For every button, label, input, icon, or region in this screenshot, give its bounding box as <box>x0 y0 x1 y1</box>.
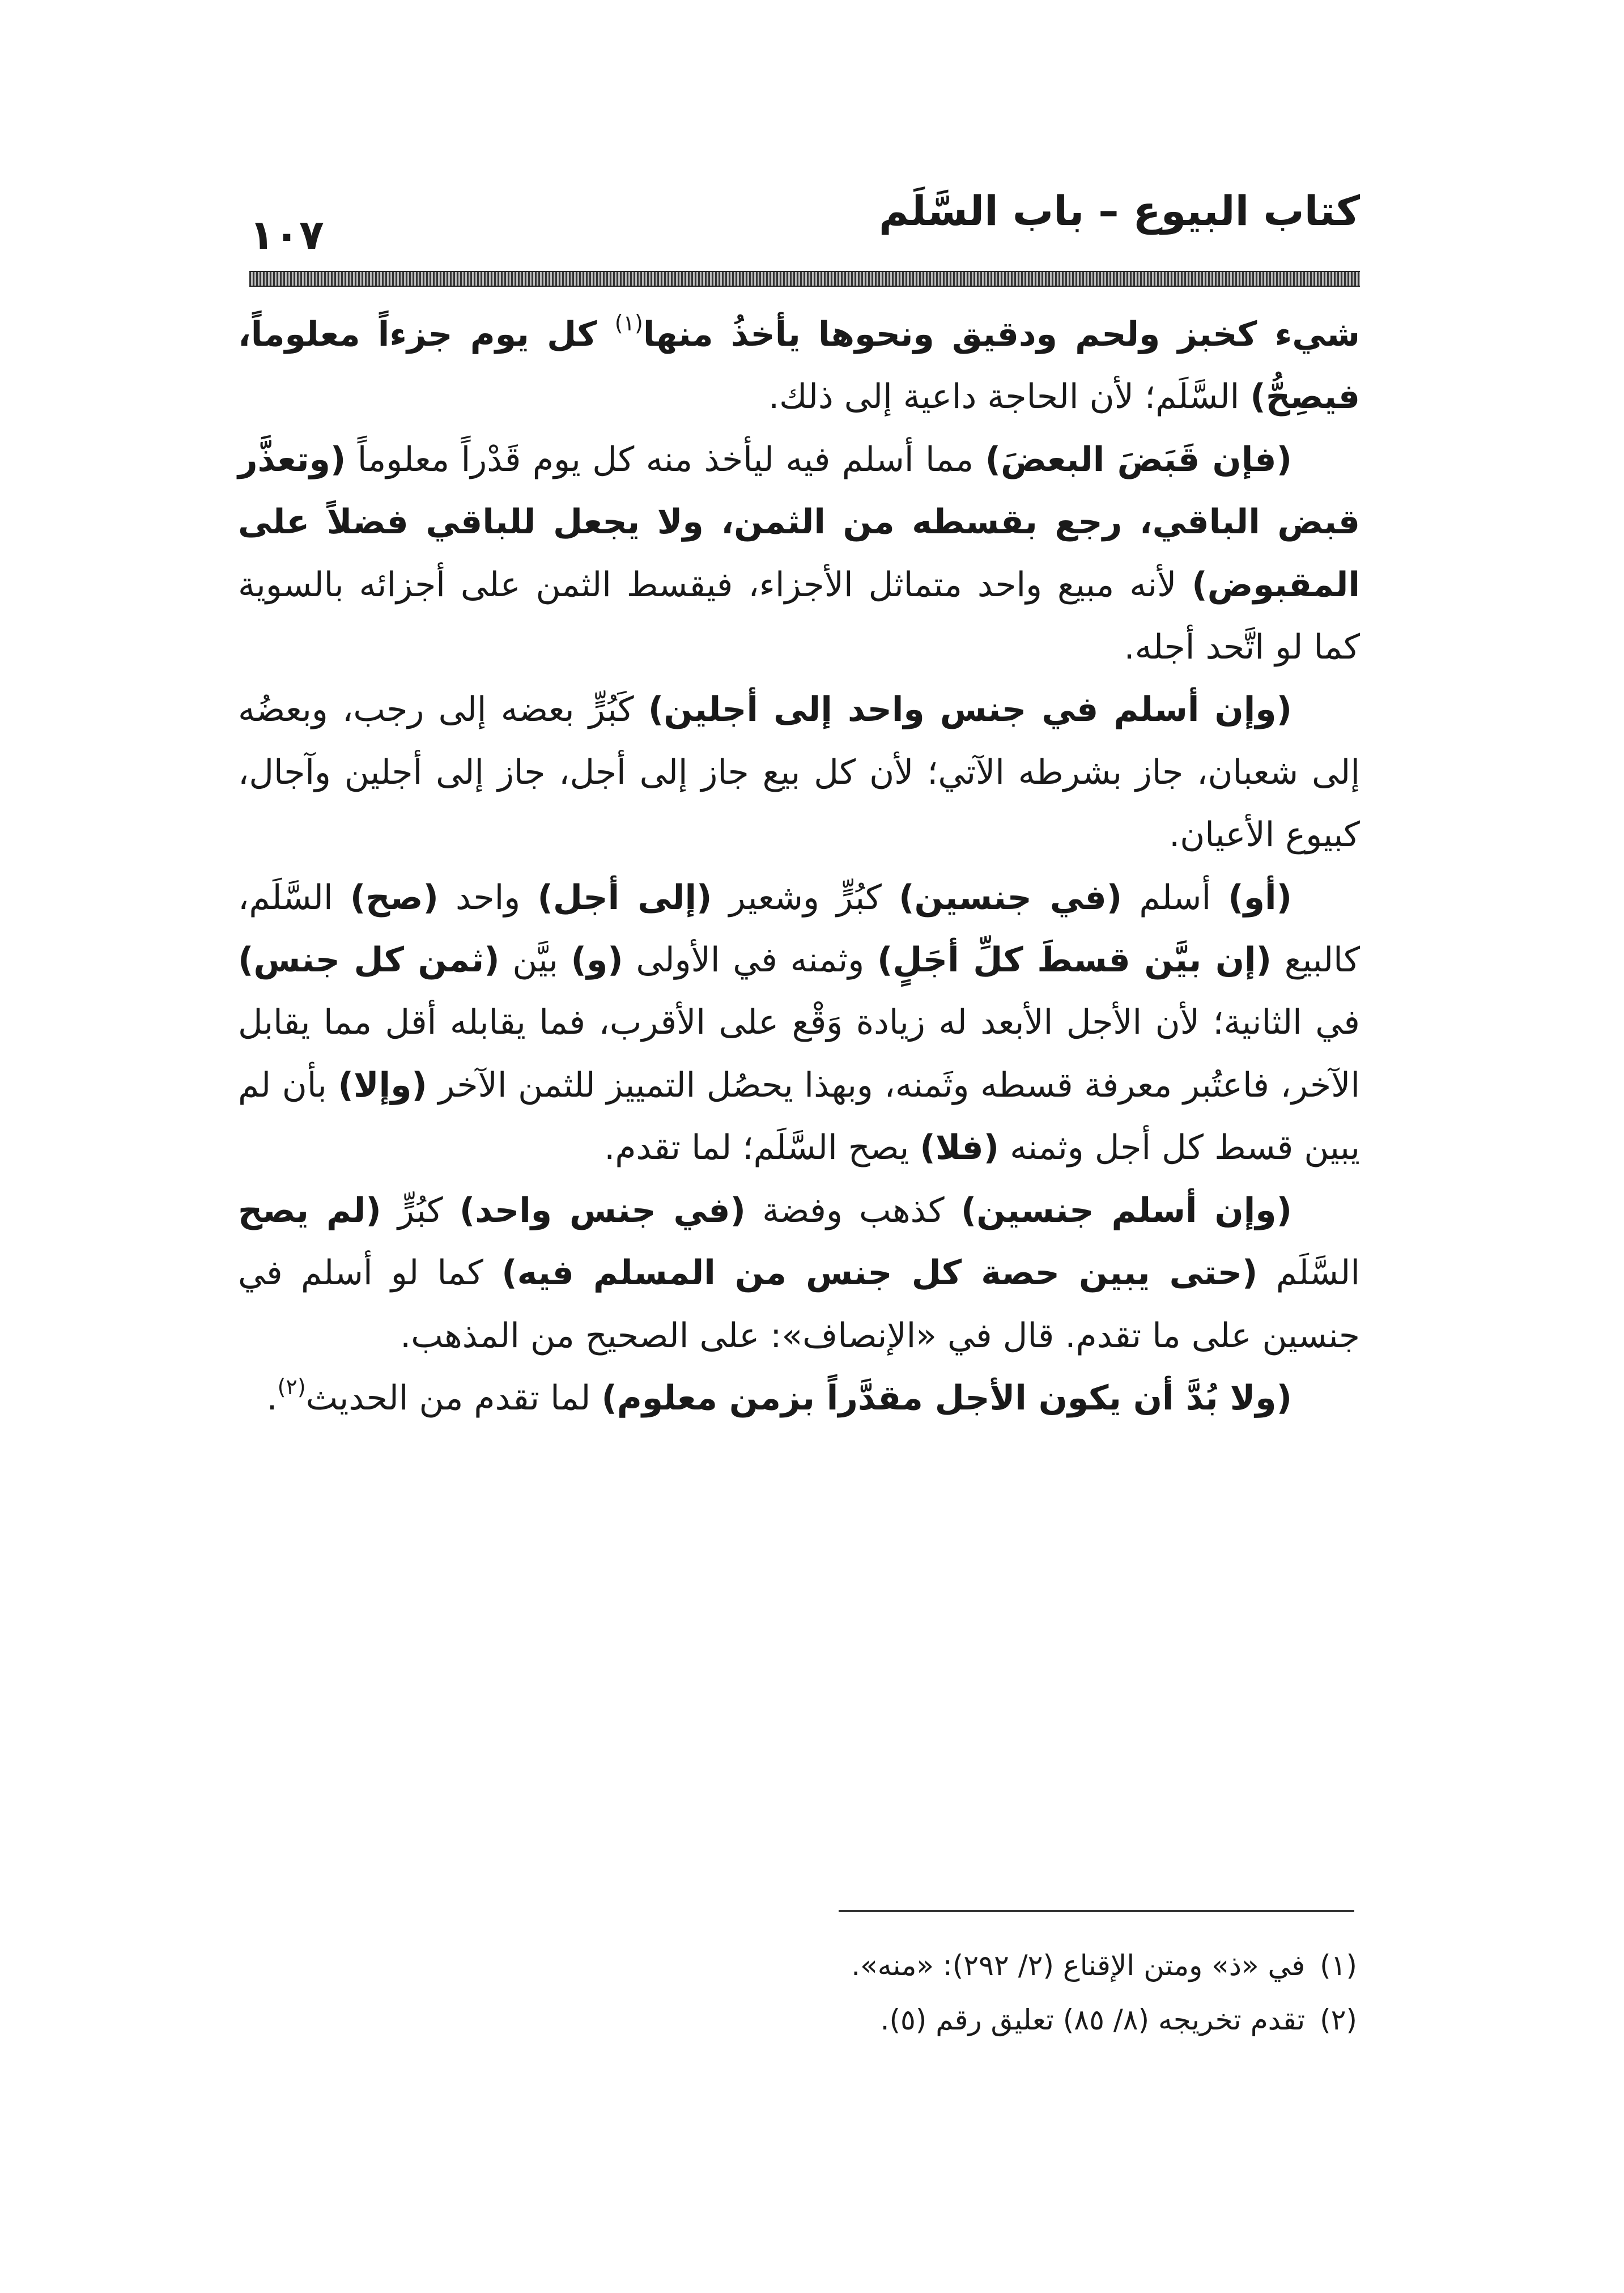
main-text <box>238 303 1360 1429</box>
sharh-text: كذهب وفضة <box>745 1190 961 1230</box>
sharh-text: كَبُرٍّ بعضه إلى رجب، وبعضُه إلى شعبان، جاز بشرطه الآتي؛ لأن كل بيع جاز إلى أجل، جاز إلى أجلين وآجال، كبيوع الأعيان. <box>238 690 1360 855</box>
sharh-text: السَّلَم، كالبيع <box>238 877 1361 980</box>
footnote-divider <box>839 1910 1354 1912</box>
sharh-text: السَّلَم <box>1257 1253 1361 1293</box>
sharh-text: كبُرٍّ <box>381 1190 460 1230</box>
sharh-text: وثمنه في الأولى <box>623 940 877 980</box>
matn-text: (في جنسين) <box>899 877 1123 918</box>
paragraph <box>238 1179 1360 1367</box>
footnotes <box>249 1938 1357 2047</box>
footnote-number: (٢) <box>1320 2003 1357 2036</box>
sharh-text: بيَّن <box>499 940 571 980</box>
matn-text: (في جنس واحد) <box>459 1190 746 1230</box>
matn-text: (إلى أجل) <box>537 877 712 918</box>
matn-text: (فلا) <box>920 1128 1000 1168</box>
matn-text: (ولا بُدَّ أن يكون الأجل مقدَّراً بزمن معلوم) <box>601 1378 1292 1418</box>
footnote-text: في «ذ» ومتن الإقناع (٢/ ٢٩٢): «منه». <box>851 1949 1306 1982</box>
paragraph <box>238 428 1360 679</box>
running-title: كتاب البيوع – باب السَّلَم <box>879 187 1360 235</box>
page-header <box>249 187 1360 261</box>
matn-text: شيء كخبز ولحم ودقيق ونحوها يأخذُ منها <box>643 315 1361 354</box>
footnote-number: (١) <box>1320 1949 1357 1982</box>
footnote-marker: (٢) <box>277 1374 306 1399</box>
paragraph <box>238 303 1360 428</box>
page-number: ١٠٧ <box>249 211 324 258</box>
sharh-text: في الثانية؛ لأن الأجل الأبعد له زيادة وَقْع على الأقرب، فما يقابله أقل مما يقابل الآخر، فاعتُبر معرفة قسطه وثَمنه، وبهذا يحصُل التمييز للثمن الآخر <box>238 1003 1360 1105</box>
matn-text: (وإن أسلم جنسين) <box>960 1190 1293 1230</box>
paragraph <box>238 1367 1360 1429</box>
footnote-text: تقدم تخريجه (٨/ ٨٥) تعليق رقم (٥). <box>880 2003 1306 2036</box>
matn-text: (فإن قَبَضَ البعضَ) <box>985 439 1292 479</box>
matn-text: كل يوم جزءاً معلوماً، فيصِحُّ) <box>238 315 1360 417</box>
matn-text: (وتعذَّر قبض الباقي، رجع بقسطه من الثمن، ولا يجعل للباقي فضلاً على المقبوض) <box>238 439 1360 605</box>
paragraph <box>238 678 1360 866</box>
sharh-text: السَّلَم؛ لأن الحاجة داعية إلى ذلك. <box>768 377 1251 417</box>
sharh-text: لأنه مبيع واحد متماثل الأجزاء، فيقسط الثمن على أجزائه بالسوية كما لو اتَّحد أجله. <box>238 564 1360 668</box>
sharh-text: أسلم <box>1122 877 1228 918</box>
matn-text: (إن بيَّن قسطَ كلِّ أجَلٍ) <box>877 940 1272 980</box>
sharh-text: بأن لم يبين قسط كل أجل وثمنه <box>238 1065 1360 1168</box>
paragraph <box>238 867 1360 1179</box>
matn-text: (لم يصح <box>238 1190 381 1230</box>
footnote <box>249 1938 1357 1993</box>
matn-text: (صح) <box>350 877 439 918</box>
footnote-marker: (١) <box>614 311 643 336</box>
matn-text: (و) <box>571 940 623 980</box>
matn-text: (حتى يبين حصة كل جنس من المسلم فيه) <box>501 1253 1258 1293</box>
header-divider <box>249 271 1360 287</box>
matn-text: (وإلا) <box>338 1065 427 1105</box>
matn-text: (أو) <box>1228 877 1293 918</box>
sharh-text: كبُرٍّ وشعير <box>712 877 899 918</box>
footnote <box>249 1993 1357 2047</box>
sharh-text: يصح السَّلَم؛ لما تقدم. <box>604 1128 920 1168</box>
sharh-text: واحد <box>438 877 538 918</box>
sharh-text: كما لو أسلم في جنسين على ما تقدم. قال في «الإنصاف»: على الصحيح من المذهب. <box>238 1253 1360 1356</box>
sharh-text: . <box>266 1378 278 1418</box>
sharh-text: لما تقدم من الحديث <box>305 1378 602 1418</box>
matn-text: (وإن أسلم في جنس واحد إلى أجلين) <box>648 690 1293 730</box>
sharh-text: مما أسلم فيه ليأخذ منه كل يوم قَدْراً معلوماً <box>346 439 985 479</box>
matn-text: (ثمن كل جنس) <box>238 940 500 980</box>
